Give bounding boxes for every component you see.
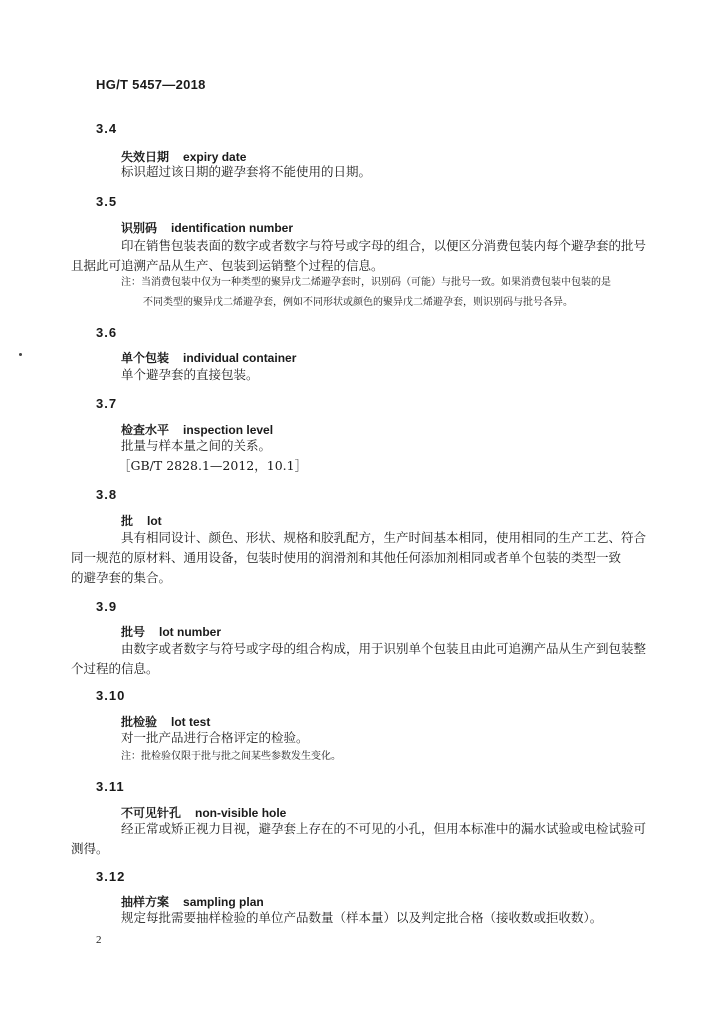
section-number: 3.11 [96, 779, 125, 794]
term-definition [71, 236, 664, 276]
term-en: individual container [183, 351, 297, 365]
term-heading [121, 512, 162, 529]
section-number: 3.5 [96, 194, 118, 209]
definition-line: 同一规范的原材料、通用设备，包装时使用的润滑剂和其他任何添加剂相同或者单个包装的类型一致 [71, 550, 622, 565]
term-heading [121, 219, 293, 236]
definition-line: 且据此可追溯产品从生产、包装到运销整个过程的信息。 [71, 258, 384, 273]
term-zh: 不可见针孔 [121, 806, 182, 820]
term-definition [71, 639, 664, 679]
term-definition [71, 528, 664, 588]
term-heading [121, 349, 296, 366]
term-en: non-visible hole [195, 806, 287, 820]
term-en: lot [147, 514, 162, 528]
section-number: 3.10 [96, 688, 126, 703]
reference-citation: ［GB/T 2828.1—2012，10.1］ [118, 458, 308, 473]
definition-line: 测得。 [71, 841, 109, 856]
term-zh: 检查水平 [121, 423, 170, 437]
term-definition: 对一批产品进行合格评定的检验。 [121, 730, 309, 745]
term-definition: 单个避孕套的直接包装。 [121, 367, 259, 382]
definition-line: 印在销售包装表面的数字或者数字与符号或字母的组合，以便区分消费包装内每个避孕套的批号 [121, 238, 647, 253]
section-number: 3.12 [96, 869, 126, 884]
term-zh: 批检验 [121, 715, 158, 729]
section-number: 3.4 [96, 121, 118, 136]
note-line: 注：当消费包装中仅为一种类型的聚异戊二烯避孕套时，识别码（可能）与批号一致。如果消费包装中包装的是 [121, 277, 611, 288]
term-zh: 抽样方案 [121, 895, 170, 909]
term-zh: 批号 [121, 625, 146, 639]
section-number: 3.7 [96, 396, 118, 411]
term-definition: 标识超过该日期的避孕套将不能使用的日期。 [121, 164, 372, 179]
term-en: expiry date [183, 150, 247, 164]
definition-line: 的避孕套的集合。 [71, 570, 172, 585]
term-heading [121, 623, 221, 640]
definition-line: 个过程的信息。 [71, 661, 159, 676]
section-number: 3.9 [96, 599, 118, 614]
note-line: 不同类型的聚异戊二烯避孕套，例如不同形状或颜色的聚异戊二烯避孕套，则识别码与批号各异。 [143, 297, 573, 308]
scan-speck [19, 353, 22, 356]
term-zh: 识别码 [121, 221, 158, 235]
term-zh: 单个包装 [121, 351, 170, 365]
term-definition: 批量与样本量之间的关系。 [121, 438, 272, 453]
term-en: lot test [171, 715, 211, 729]
term-note: 注：批检验仅限于批与批之间某些参数发生变化。 [121, 751, 341, 762]
section-number: 3.8 [96, 487, 118, 502]
term-en: lot number [159, 625, 222, 639]
term-en: identification number [171, 221, 294, 235]
term-note [121, 273, 666, 313]
definition-line: 具有相同设计、颜色、形状、规格和胶乳配方，生产时间基本相同，使用相同的生产工艺、符合 [121, 530, 647, 545]
term-zh: 批 [121, 514, 134, 528]
term-zh: 失效日期 [121, 150, 170, 164]
page-number: 2 [96, 934, 102, 946]
term-definition: 规定每批需要抽样检验的单位产品数量（样本量）以及判定批合格（接收数或拒收数）。 [121, 910, 603, 925]
term-en: inspection level [183, 423, 274, 437]
term-definition [71, 819, 664, 859]
section-number: 3.6 [96, 325, 118, 340]
standard-header: HG/T 5457—2018 [96, 77, 206, 92]
definition-line: 由数字或者数字与符号或字母的组合构成，用于识别单个包装且由此可追溯产品从生产到包装整 [121, 641, 647, 656]
definition-line: 经正常或矫正视力目视，避孕套上存在的不可见的小孔，但用本标准中的漏水试验或电检试验可 [121, 821, 647, 836]
term-en: sampling plan [183, 895, 264, 909]
